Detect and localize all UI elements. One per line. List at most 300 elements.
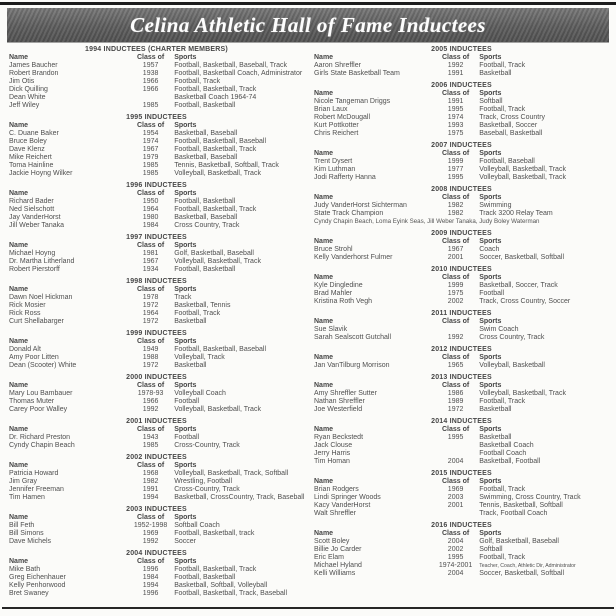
column-header-row — [9, 426, 304, 434]
inductee-name: C. Duane Baker — [9, 130, 59, 137]
inductee-sports: Track — [174, 294, 192, 301]
inductee-class-of: 1969 — [142, 530, 159, 537]
inductee-row — [9, 574, 304, 582]
inductee-name: Kelly Penhorwood — [9, 582, 66, 589]
inductee-name: Dr. Martha Litherland — [9, 258, 75, 265]
column-header-class-of: Class of — [441, 150, 470, 157]
inductee-sports: Track 3200 Relay Team — [479, 210, 553, 217]
inductee-sports: Softball — [479, 98, 503, 105]
inductee-section — [314, 266, 609, 306]
inductee-row — [9, 362, 304, 370]
column-header-class-of: Class of — [136, 338, 165, 345]
inductee-name: Cyndy Chapin Beach — [9, 442, 75, 449]
column-header-class-of: Class of — [136, 558, 165, 565]
inductee-sports: Football, Basketball, Track — [174, 566, 257, 573]
inductee-class-of: 1972 — [142, 302, 159, 309]
inductee-row — [9, 250, 304, 258]
inductee-name: Bruce Strohl — [314, 246, 353, 253]
inductee-sports: Baseball, Basketball — [479, 130, 543, 137]
section-title: 2002 INDUCTEES — [126, 454, 187, 461]
column-header-sports: Sports — [479, 238, 502, 245]
inductee-sports: Football, Basketball, Baseball — [174, 346, 267, 353]
inductee-class-of: 2001 — [447, 254, 464, 261]
inductee-name: Aaron Shreffler — [314, 62, 361, 69]
inductee-class-of: 1967 — [447, 246, 464, 253]
inductee-class-of: 1988 — [142, 354, 159, 361]
inductee-sports: Basketball, CrossCountry, Track, Baseball — [174, 494, 305, 501]
column-header-name: Name — [9, 426, 29, 433]
inductee-row — [314, 562, 609, 570]
column-header-sports: Sports — [479, 318, 502, 325]
inductee-class-of: 2003 — [447, 494, 464, 501]
inductee-sports: Softball Coach — [174, 522, 220, 529]
inductee-sports: Football, Basketball, track — [174, 530, 255, 537]
title-banner — [7, 8, 609, 42]
inductee-class-of: 2002 — [447, 546, 464, 553]
inductee-sports: Football, Basketball, Track — [174, 206, 257, 213]
column-header-sports: Sports — [174, 462, 197, 469]
inductee-row — [9, 530, 304, 538]
inductee-class-of: 1972 — [142, 318, 159, 325]
inductee-row — [9, 294, 304, 302]
inductee-name: Dean (Scooter) White — [9, 362, 77, 369]
inductee-name: Brian Laux — [314, 106, 348, 113]
inductee-row — [9, 94, 304, 102]
inductee-name: Greg Eichenhauer — [9, 574, 66, 581]
inductee-class-of: 1952-1998 — [133, 522, 168, 529]
column-header-row — [9, 242, 304, 250]
inductee-section — [9, 278, 304, 326]
inductee-sports: Track, Cross Country — [479, 114, 546, 121]
inductee-name: Nathan Shreffler — [314, 398, 365, 405]
inductee-row — [314, 362, 609, 370]
inductee-row — [314, 130, 609, 138]
inductee-class-of: 1996 — [142, 590, 159, 597]
inductee-class-of: 1981 — [142, 250, 159, 257]
inductee-section — [314, 230, 609, 262]
inductee-class-of: 1985 — [142, 102, 159, 109]
column-header-class-of: Class of — [441, 194, 470, 201]
inductee-row — [314, 174, 609, 182]
inductee-sports: Football, Track — [479, 398, 526, 405]
section-title: 1997 INDUCTEES — [126, 234, 187, 241]
inductee-sports: Volleyball Coach — [174, 390, 226, 397]
inductee-row — [314, 442, 609, 450]
inductee-class-of: 1982 — [447, 202, 464, 209]
inductee-sports: Volleyball, Basketball, Track — [479, 390, 566, 397]
inductee-name: Kelli Williams — [314, 570, 356, 577]
inductee-row — [314, 458, 609, 466]
column-header-sports: Sports — [174, 190, 197, 197]
inductee-sports: Basketball — [479, 70, 512, 77]
inductee-section — [9, 506, 304, 546]
inductee-class-of: 1975 — [447, 290, 464, 297]
inductee-sports: Football, Basketball — [174, 574, 236, 581]
inductee-row — [9, 470, 304, 478]
inductee-class-of: 1996 — [142, 566, 159, 573]
inductee-section — [9, 114, 304, 178]
inductee-row — [314, 450, 609, 458]
inductee-name: Jill Weber Tanaka — [9, 222, 64, 229]
inductee-class-of: 1986 — [447, 390, 464, 397]
column-header-sports: Sports — [479, 90, 502, 97]
section-title: 2004 INDUCTEES — [126, 550, 187, 557]
inductee-row — [9, 522, 304, 530]
inductee-row — [9, 206, 304, 214]
inductee-class-of: 1978-93 — [137, 390, 164, 397]
inductee-class-of: 1967 — [142, 146, 159, 153]
section-title: 2005 INDUCTEES — [431, 46, 492, 53]
column-header-class-of: Class of — [136, 514, 165, 521]
column-header-sports: Sports — [479, 530, 502, 537]
inductee-name: Kacy VanderHorst — [314, 502, 371, 509]
inductee-name: Robert Brandon — [9, 70, 59, 77]
inductee-class-of: 2004 — [447, 458, 464, 465]
column-header-row — [314, 54, 609, 62]
inductee-class-of: 1979 — [142, 154, 159, 161]
inductee-class-of: 1977 — [447, 166, 464, 173]
inductee-name: Robert Pierstorff — [9, 266, 60, 273]
inductee-sports: Football, Track — [479, 554, 526, 561]
inductee-sports: Basketball, Baseball — [174, 130, 238, 137]
inductee-row — [314, 398, 609, 406]
inductee-name: Jay VanderHorst — [9, 214, 61, 221]
section-title: 2003 INDUCTEES — [126, 506, 187, 513]
inductee-row — [9, 258, 304, 266]
inductee-class-of: 1994 — [142, 494, 159, 501]
inductee-class-of: 2002 — [447, 298, 464, 305]
inductee-sports: Football, Baseball — [479, 158, 535, 165]
inductee-class-of: 1992 — [142, 406, 159, 413]
inductee-name: Dr. Richard Preston — [9, 434, 71, 441]
column-header-sports: Sports — [174, 558, 197, 565]
inductee-row — [314, 166, 609, 174]
column-header-name: Name — [314, 382, 334, 389]
inductee-name: Sarah Sealscott Gutchall — [314, 334, 392, 341]
inductee-sports: Basketball, Football — [479, 458, 541, 465]
inductee-name: State Track Champion — [314, 210, 384, 217]
inductee-class-of: 1995 — [447, 106, 464, 113]
column-header-row — [314, 382, 609, 390]
inductee-name: Dave Klenz — [9, 146, 45, 153]
inductee-row — [9, 494, 304, 502]
inductee-name: Curt Shellabarger — [9, 318, 64, 325]
inductee-class-of: 1972 — [142, 362, 159, 369]
column-header-name: Name — [9, 558, 29, 565]
inductee-sports: Soccer, Basketball, Softball — [479, 570, 565, 577]
column-header-sports: Sports — [479, 426, 502, 433]
column-header-row — [9, 54, 304, 62]
inductee-sports: Teacher, Coach, Athletic Dir, Administrator — [479, 563, 576, 569]
inductee-class-of: 1995 — [447, 434, 464, 441]
inductee-name: Mary Lou Bambauer — [9, 390, 73, 397]
inductee-row — [314, 334, 609, 342]
inductee-class-of: 1999 — [447, 282, 464, 289]
inductee-row — [314, 202, 609, 210]
inductee-sports: Football, Basketball Coach, Administrator — [174, 70, 303, 77]
inductee-row — [314, 570, 609, 578]
column-header-sports: Sports — [174, 286, 197, 293]
inductee-name: Kim Luthman — [314, 166, 356, 173]
column-header-sports: Sports — [174, 242, 197, 249]
inductee-name: Amy Poor Litten — [9, 354, 59, 361]
inductee-sports: Volleyball, Basketball, Track, Softball — [174, 470, 289, 477]
column-header-sports: Sports — [479, 150, 502, 157]
inductee-name: Robert McDougall — [314, 114, 371, 121]
inductee-section — [314, 46, 609, 78]
inductee-row — [314, 106, 609, 114]
inductee-sports: Basketball, Baseball — [174, 154, 238, 161]
inductee-class-of — [432, 442, 479, 450]
inductee-section — [314, 374, 609, 414]
column-header-row — [314, 194, 609, 202]
inductee-sports: Basketball — [479, 434, 512, 441]
inductee-sports: Volleyball, Basketball, Track — [479, 166, 566, 173]
inductee-row — [314, 246, 609, 254]
column-header-name: Name — [314, 530, 334, 537]
inductee-class-of: 1978 — [142, 294, 159, 301]
inductee-class-of: 1995 — [447, 174, 464, 181]
inductee-sports: Cross Country, Track — [174, 222, 240, 229]
inductee-sports: Volleyball, Track — [174, 354, 225, 361]
inductee-class-of: 1991 — [142, 486, 159, 493]
inductee-class-of: 1975 — [447, 130, 464, 137]
inductee-class-of: 1964 — [142, 310, 159, 317]
inductee-sports: Basketball Coach — [479, 442, 534, 449]
column-header-sports: Sports — [174, 426, 197, 433]
inductee-row — [9, 590, 304, 598]
column-header-row — [9, 462, 304, 470]
section-title: 1994 INDUCTEES (CHARTER MEMBERS) — [85, 46, 228, 53]
column-header-name: Name — [9, 54, 29, 61]
column-header-name: Name — [314, 238, 334, 245]
inductee-name: Jeff Wiley — [9, 102, 40, 109]
inductee-class-of: 1984 — [142, 222, 159, 229]
inductee-sports: Football, Track — [479, 62, 526, 69]
inductee-sports: Swimming — [479, 202, 512, 209]
inductee-class-of: 1991 — [447, 70, 464, 77]
inductee-class-of — [432, 326, 479, 334]
column-header-sports: Sports — [174, 514, 197, 521]
column-header-class-of: Class of — [441, 426, 470, 433]
inductee-row — [9, 442, 304, 450]
column-header-row — [314, 530, 609, 538]
inductee-name: Scott Boley — [314, 538, 350, 545]
section-title: 2011 INDUCTEES — [431, 310, 492, 317]
inductee-sports: Basketball — [479, 406, 512, 413]
inductee-row — [9, 302, 304, 310]
inductee-class-of: 1967 — [142, 258, 159, 265]
inductee-class-of: 1969 — [447, 486, 464, 493]
inductee-class-of: 1966 — [142, 86, 159, 93]
inductee-name: Joe Westerfield — [314, 406, 363, 413]
inductee-row — [9, 478, 304, 486]
section-title: 1998 INDUCTEES — [126, 278, 187, 285]
inductee-name: Kelly Vanderhorst Fulmer — [314, 254, 393, 261]
inductee-name: Dawn Noel Hickman — [9, 294, 73, 301]
inductee-sports: Football, Basketball — [174, 266, 236, 273]
inductee-sports: Basketball, Soccer — [479, 122, 538, 129]
inductee-section — [9, 182, 304, 230]
column-header-name: Name — [314, 90, 334, 97]
inductee-section — [314, 310, 609, 342]
column-header-sports: Sports — [479, 54, 502, 61]
inductee-sports: Tennis, Basketball, Softball, Track — [174, 162, 279, 169]
inductee-name: Chris Reichert — [314, 130, 359, 137]
inductee-class-of: 1984 — [142, 574, 159, 581]
inductee-section — [9, 46, 304, 110]
inductee-row — [9, 146, 304, 154]
column-header-name: Name — [314, 354, 334, 361]
inductee-class-of: 1966 — [142, 398, 159, 405]
column-left — [4, 46, 309, 604]
inductee-name: Girls State Basketball Team — [314, 70, 400, 77]
inductee-name: Donald Alt — [9, 346, 41, 353]
inductee-row — [314, 554, 609, 562]
inductee-sports: Football Coach — [479, 450, 527, 457]
column-header-sports: Sports — [174, 338, 197, 345]
column-header-row — [314, 238, 609, 246]
inductee-section — [314, 522, 609, 578]
section-title: 2009 INDUCTEES — [431, 230, 492, 237]
inductee-class-of: 2004 — [447, 570, 464, 577]
inductee-sports: Football, Basketball, Baseball — [174, 138, 267, 145]
inductee-sports: Football — [479, 290, 505, 297]
inductee-class-of: 1972 — [447, 406, 464, 413]
inductee-sports: Track, Football Coach — [479, 510, 548, 517]
inductee-name: Mike Bath — [9, 566, 41, 573]
inductee-name: James Baucher — [9, 62, 58, 69]
inductee-row — [9, 434, 304, 442]
inductee-row — [314, 538, 609, 546]
column-header-class-of: Class of — [136, 462, 165, 469]
inductee-sports: Football — [174, 434, 200, 441]
column-header-name: Name — [314, 54, 334, 61]
inductee-section — [314, 346, 609, 370]
column-header-name: Name — [9, 122, 29, 129]
column-header-class-of: Class of — [441, 382, 470, 389]
inductee-class-of: 1994 — [142, 582, 159, 589]
inductee-class-of: 1968 — [142, 470, 159, 477]
inductee-row — [9, 222, 304, 230]
inductee-row — [314, 70, 609, 78]
inductee-name: Michael Hoyng — [9, 250, 56, 257]
inductee-sports: Volleyball, Basketball, Track — [479, 174, 566, 181]
column-header-name: Name — [9, 286, 29, 293]
inductee-name: Mike Reichert — [9, 154, 52, 161]
inductee-name: Ryan Beckstedt — [314, 434, 364, 441]
inductee-row — [9, 566, 304, 574]
inductee-name: Jodi Rafferty Hanna — [314, 174, 376, 181]
inductee-name: Thomas Muter — [9, 398, 55, 405]
section-title: 1999 INDUCTEES — [126, 330, 187, 337]
inductee-class-of: 1966 — [142, 78, 159, 85]
inductee-row — [9, 318, 304, 326]
inductee-sports: Football — [174, 398, 200, 405]
column-header-row — [314, 478, 609, 486]
inductee-section — [314, 82, 609, 138]
column-header-sports: Sports — [479, 382, 502, 389]
column-header-class-of: Class of — [136, 242, 165, 249]
inductee-class-of: 1982 — [142, 478, 159, 485]
inductee-sports: Football, Track — [479, 106, 526, 113]
section-title: 2012 INDUCTEES — [431, 346, 492, 353]
inductee-row — [314, 282, 609, 290]
inductee-name: Judy VanderHorst Sichterman — [314, 202, 407, 209]
column-header-row — [9, 558, 304, 566]
inductee-sports: Cross-Country, Track — [174, 486, 240, 493]
inductee-sports: Volleyball, Basketball, Track — [174, 406, 261, 413]
column-header-row — [9, 338, 304, 346]
inductee-class-of: 2004 — [447, 538, 464, 545]
column-header-row — [314, 274, 609, 282]
inductee-section — [9, 374, 304, 414]
column-header-sports: Sports — [174, 122, 197, 129]
column-header-name: Name — [314, 194, 334, 201]
section-title: 1995 INDUCTEES — [126, 114, 187, 121]
inductee-class-of: 1964 — [142, 206, 159, 213]
inductee-name: Ned Sielschott — [9, 206, 55, 213]
inductee-name: Lindi Springer Woods — [314, 494, 381, 501]
inductee-sports: Basketball, Softball, Volleyball — [174, 582, 268, 589]
column-header-class-of: Class of — [441, 530, 470, 537]
inductee-name: Tim Hamen — [9, 494, 45, 501]
section-title: 2015 INDUCTEES — [431, 470, 492, 477]
inductee-sports: Football, Basketball, Track, Baseball — [174, 590, 288, 597]
inductee-sports: Track, Cross Country, Soccer — [479, 298, 571, 305]
inductee-name: Bret Swaney — [9, 590, 49, 597]
column-header-name: Name — [9, 514, 29, 521]
inductee-sports: Football, Basketball — [174, 102, 236, 109]
inductee-name: Rick Mosier — [9, 302, 46, 309]
column-header-name: Name — [9, 242, 29, 249]
inductee-row — [314, 510, 609, 518]
inductee-section — [9, 330, 304, 370]
inductee-name: Patricia Howard — [9, 470, 59, 477]
inductee-name: Tim Homan — [314, 458, 350, 465]
column-header-class-of: Class of — [441, 318, 470, 325]
inductee-row — [314, 98, 609, 106]
inductee-name: Brad Mahler — [314, 290, 353, 297]
inductee-section — [9, 418, 304, 450]
inductee-name: Jim Gray — [9, 478, 37, 485]
column-header-class-of: Class of — [136, 122, 165, 129]
inductee-name: Toma Hainline — [9, 162, 54, 169]
inductee-columns — [4, 46, 614, 604]
column-header-name: Name — [9, 382, 29, 389]
column-header-row — [9, 122, 304, 130]
inductee-sports: Football, Basketball — [174, 198, 236, 205]
inductee-class-of: 1949 — [142, 346, 159, 353]
inductee-sports: Basketball, Soccer, Track — [479, 282, 558, 289]
inductee-class-of: 1954 — [142, 130, 159, 137]
column-header-class-of: Class of — [136, 286, 165, 293]
column-header-class-of: Class of — [136, 382, 165, 389]
inductee-name: Dean White — [9, 94, 46, 101]
inductee-sports: Basketball — [174, 362, 207, 369]
column-header-sports: Sports — [174, 54, 197, 61]
column-header-name: Name — [9, 338, 29, 345]
inductee-row — [314, 62, 609, 70]
column-header-row — [314, 426, 609, 434]
inductee-name: Brian Rodgers — [314, 486, 359, 493]
section-title: 2013 INDUCTEES — [431, 374, 492, 381]
inductee-name: Walt Shreffler — [314, 510, 357, 517]
page-title: Celina Athletic Hall of Fame Inductees — [130, 12, 486, 37]
inductee-row — [9, 162, 304, 170]
inductee-class-of: 1989 — [447, 398, 464, 405]
section-title: 2014 INDUCTEES — [431, 418, 492, 425]
